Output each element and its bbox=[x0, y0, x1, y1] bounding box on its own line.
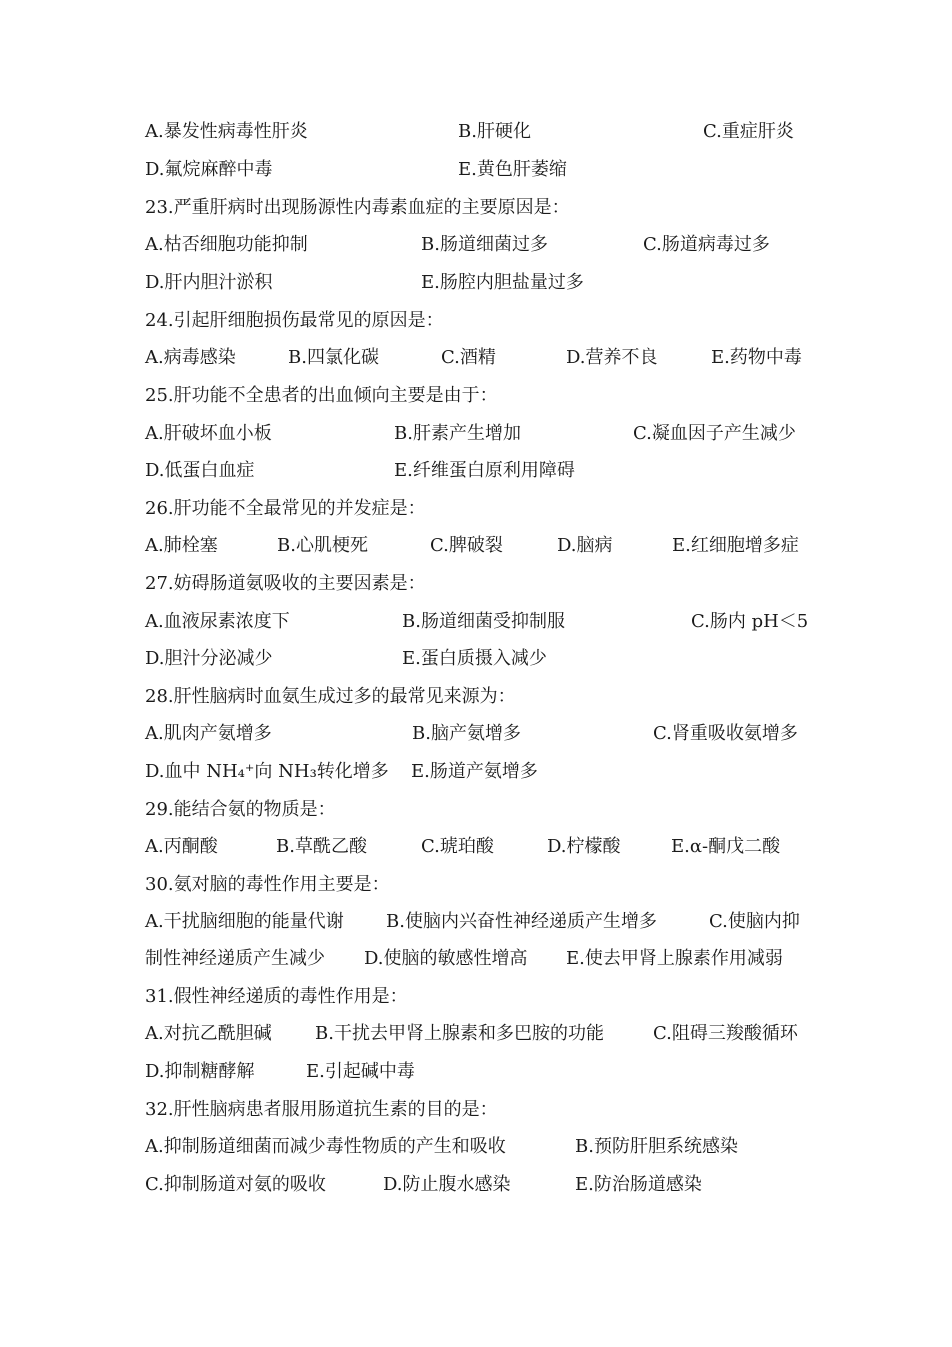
answer-option: A.肌肉产氨增多 bbox=[145, 723, 272, 744]
answer-option: A.抑制肠道细菌而减少毒性物质的产生和吸收 bbox=[145, 1136, 506, 1157]
option-row bbox=[0, 1172, 952, 1198]
answer-option: D.血中 NH₄⁺向 NH₃转化增多 bbox=[145, 761, 389, 782]
question-text: 27.妨碍肠道氨吸收的主要因素是： bbox=[145, 573, 426, 594]
question-stem bbox=[0, 383, 952, 409]
option-row bbox=[0, 1059, 952, 1085]
answer-option: D.氟烷麻醉中毒 bbox=[145, 159, 273, 180]
answer-option: C.肠内 pH＜5 bbox=[691, 611, 809, 632]
option-row bbox=[0, 646, 952, 672]
answer-option: E.红细胞增多症 bbox=[672, 535, 799, 556]
question-stem bbox=[0, 195, 952, 221]
question-text: 28.肝性脑病时血氨生成过多的最常见来源为： bbox=[145, 686, 516, 707]
answer-option: C.肠道病毒过多 bbox=[643, 234, 770, 255]
option-row bbox=[0, 270, 952, 296]
answer-option: A.肺栓塞 bbox=[145, 535, 218, 556]
question-stem bbox=[0, 308, 952, 334]
option-row bbox=[0, 421, 952, 447]
answer-option: A.暴发性病毒性肝炎 bbox=[145, 121, 308, 142]
question-text: 30.氨对脑的毒性作用主要是： bbox=[145, 874, 390, 895]
question-stem bbox=[0, 571, 952, 597]
question-text: 26.肝功能不全最常见的并发症是： bbox=[145, 498, 426, 519]
answer-option: C.阻碍三羧酸循环 bbox=[653, 1023, 798, 1044]
answer-option: B.四氯化碳 bbox=[288, 347, 379, 368]
answer-option: E.肠腔内胆盐量过多 bbox=[421, 272, 584, 293]
option-row bbox=[0, 232, 952, 258]
question-text: 25.肝功能不全患者的出血倾向主要是由于： bbox=[145, 385, 498, 406]
answer-option: C.抑制肠道对氨的吸收 bbox=[145, 1174, 326, 1195]
answer-option: E.黄色肝萎缩 bbox=[458, 159, 567, 180]
answer-option: E.α-酮戊二酸 bbox=[671, 836, 781, 857]
answer-option: E.药物中毒 bbox=[711, 347, 802, 368]
answer-option: C.酒精 bbox=[441, 347, 496, 368]
answer-option: D.肝内胆汁淤积 bbox=[145, 272, 273, 293]
answer-option: D.柠檬酸 bbox=[547, 836, 621, 857]
option-row bbox=[0, 909, 952, 935]
answer-option: B.脑产氨增多 bbox=[412, 723, 521, 744]
answer-option: C.脾破裂 bbox=[430, 535, 503, 556]
answer-option: B.干扰去甲肾上腺素和多巴胺的功能 bbox=[315, 1023, 604, 1044]
question-stem bbox=[0, 684, 952, 710]
answer-option: A.病毒感染 bbox=[145, 347, 236, 368]
answer-option: A.丙酮酸 bbox=[145, 836, 218, 857]
option-row bbox=[0, 119, 952, 145]
option-row bbox=[0, 533, 952, 559]
answer-option: A.干扰脑细胞的能量代谢 bbox=[145, 911, 344, 932]
answer-option: B.草酰乙酸 bbox=[276, 836, 367, 857]
option-row bbox=[0, 834, 952, 860]
answer-option: E.引起碱中毒 bbox=[306, 1061, 415, 1082]
question-text: 23.严重肝病时出现肠源性内毒素血症的主要原因是： bbox=[145, 197, 570, 218]
answer-option: E.蛋白质摄入减少 bbox=[402, 648, 547, 669]
question-stem bbox=[0, 496, 952, 522]
option-row bbox=[0, 1134, 952, 1160]
answer-option: D.营养不良 bbox=[566, 347, 658, 368]
answer-option: A.对抗乙酰胆碱 bbox=[145, 1023, 272, 1044]
answer-option: D.低蛋白血症 bbox=[145, 460, 255, 481]
question-stem bbox=[0, 797, 952, 823]
answer-option: A.肝破坏血小板 bbox=[145, 423, 272, 444]
answer-option: C.琥珀酸 bbox=[421, 836, 494, 857]
answer-option: 制性神经递质产生减少 bbox=[145, 948, 325, 969]
option-row bbox=[0, 946, 952, 972]
option-row bbox=[0, 1021, 952, 1047]
answer-option: A.血液尿素浓度下 bbox=[145, 611, 290, 632]
answer-option: D.使脑的敏感性增高 bbox=[364, 948, 528, 969]
answer-option: A.枯否细胞功能抑制 bbox=[145, 234, 308, 255]
answer-option: B.肠道细菌受抑制服 bbox=[402, 611, 565, 632]
answer-option: D.防止腹水感染 bbox=[383, 1174, 511, 1195]
answer-option: C.使脑内抑 bbox=[709, 911, 800, 932]
question-stem bbox=[0, 984, 952, 1010]
answer-option: B.肝硬化 bbox=[458, 121, 531, 142]
answer-option: E.防治肠道感染 bbox=[575, 1174, 702, 1195]
option-row bbox=[0, 721, 952, 747]
answer-option: B.使脑内兴奋性神经递质产生增多 bbox=[386, 911, 657, 932]
answer-option: D.胆汁分泌减少 bbox=[145, 648, 273, 669]
answer-option: B.心肌梗死 bbox=[277, 535, 368, 556]
option-row bbox=[0, 157, 952, 183]
answer-option: B.肠道细菌过多 bbox=[421, 234, 548, 255]
answer-option: D.抑制糖酵解 bbox=[145, 1061, 255, 1082]
answer-option: C.肾重吸收氨增多 bbox=[653, 723, 798, 744]
answer-option: E.纤维蛋白原利用障碍 bbox=[394, 460, 575, 481]
question-text: 32.肝性脑病患者服用肠道抗生素的目的是： bbox=[145, 1099, 498, 1120]
question-text: 31.假性神经递质的毒性作用是： bbox=[145, 986, 408, 1007]
answer-option: E.使去甲肾上腺素作用减弱 bbox=[566, 948, 783, 969]
option-row bbox=[0, 345, 952, 371]
question-stem bbox=[0, 872, 952, 898]
option-row bbox=[0, 458, 952, 484]
answer-option: B.肝素产生增加 bbox=[394, 423, 521, 444]
answer-option: D.脑病 bbox=[557, 535, 613, 556]
answer-option: E.肠道产氨增多 bbox=[411, 761, 538, 782]
answer-option: B.预防肝胆系统感染 bbox=[575, 1136, 738, 1157]
question-text: 29.能结合氨的物质是： bbox=[145, 799, 336, 820]
answer-option: C.重症肝炎 bbox=[703, 121, 794, 142]
question-stem bbox=[0, 1097, 952, 1123]
option-row bbox=[0, 759, 952, 785]
option-row bbox=[0, 609, 952, 635]
question-text: 24.引起肝细胞损伤最常见的原因是： bbox=[145, 310, 444, 331]
answer-option: C.凝血因子产生减少 bbox=[633, 423, 796, 444]
